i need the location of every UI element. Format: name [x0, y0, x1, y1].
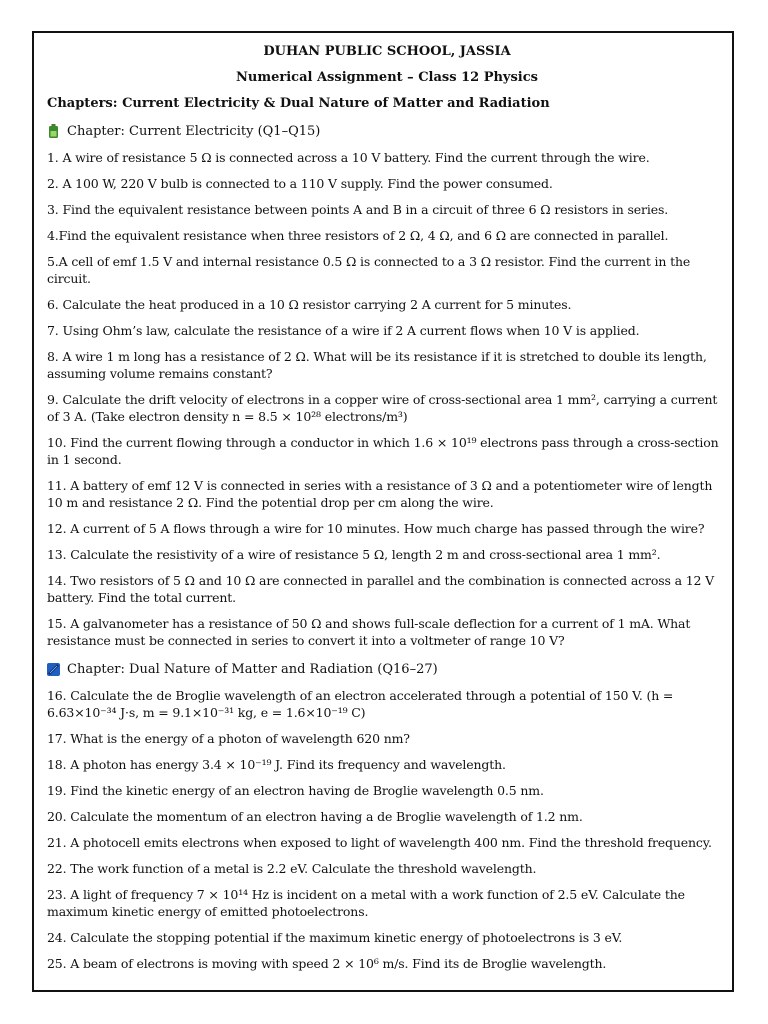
assignment-title: Numerical Assignment – Class 12 Physics — [236, 70, 538, 85]
question-list-dual-nature — [47, 687, 727, 972]
question-item: 15. A galvanometer has a resistance of 50 Ω and shows full-scale deflection for a current of 1 mA. What resistance must be connected in series to convert it into a voltmeter of range 10 V? — [47, 616, 691, 648]
question-item: 12. A current of 5 A flows through a wire for 10 minutes. How much charge has passed through the wire? — [47, 521, 705, 536]
question-item: 8. A wire 1 m long has a resistance of 2 Ω. What will be its resistance if it is stretched to double its length, assuming volume remains constant? — [47, 349, 707, 381]
question-item: 13. Calculate the resistivity of a wire of resistance 5 Ω, length 2 m and cross-sectional area 1 mm². — [47, 547, 661, 562]
question-item: 11. A battery of emf 12 V is connected in series with a resistance of 3 Ω and a potentiometer wire of length 10 m and resistance 2 Ω. Find the potential drop per cm along the wire. — [47, 478, 713, 510]
section-title: Chapter: Current Electricity (Q1–Q15) — [67, 123, 321, 139]
question-item: 16. Calculate the de Broglie wavelength of an electron accelerated through a potential of 150 V. (h = 6.63×10⁻³⁴ J·s, m = 9.1×10⁻³¹ kg, e = 1.6×10⁻¹⁹ C) — [47, 688, 674, 720]
question-item: 18. A photon has energy 3.4 × 10⁻¹⁹ J. Find its frequency and wavelength. — [47, 757, 506, 772]
document-content — [47, 40, 727, 972]
question-item: 10. Find the current flowing through a conductor in which 1.6 × 10¹⁹ electrons pass through a cross-section in 1 second. — [47, 435, 719, 467]
question-item: 9. Calculate the drift velocity of electrons in a copper wire of cross-sectional area 1 mm², carrying a current of 3 A. (Take electron density n = 8.5 × 10²⁸ electrons/m³) — [47, 392, 718, 424]
question-item: 1. A wire of resistance 5 Ω is connected across a 10 V battery. Find the current through the wire. — [47, 150, 650, 165]
section-heading-current-electricity — [47, 122, 727, 140]
flag-icon — [47, 662, 60, 676]
section-title: Chapter: Dual Nature of Matter and Radiation (Q16–27) — [67, 661, 438, 677]
question-list-current-electricity — [47, 149, 727, 649]
question-item: 23. A light of frequency 7 × 10¹⁴ Hz is incident on a metal with a work function of 2.5 eV. Calculate the maximum kinetic energy of emitted photoelectrons. — [47, 887, 685, 919]
question-item: 2. A 100 W, 220 V bulb is connected to a 110 V supply. Find the power consumed. — [47, 176, 553, 191]
question-item: 24. Calculate the stopping potential if the maximum kinetic energy of photoelectrons is 3 eV. — [47, 930, 623, 945]
section-heading-dual-nature — [47, 660, 727, 678]
chapters-heading: Chapters: Current Electricity & Dual Nature of Matter and Radiation — [47, 96, 550, 111]
question-item: 22. The work function of a metal is 2.2 eV. Calculate the threshold wavelength. — [47, 861, 537, 876]
battery-icon — [47, 124, 60, 138]
school-name: DUHAN PUBLIC SCHOOL, JASSIA — [263, 44, 511, 59]
question-item: 5.A cell of emf 1.5 V and internal resistance 0.5 Ω is connected to a 3 Ω resistor. Find the current in the circuit. — [47, 254, 691, 286]
question-item: 3. Find the equivalent resistance between points A and B in a circuit of three 6 Ω resistors in series. — [47, 202, 669, 217]
question-item: 20. Calculate the momentum of an electron having a de Broglie wavelength of 1.2 nm. — [47, 809, 583, 824]
question-item: 17. What is the energy of a photon of wavelength 620 nm? — [47, 731, 410, 746]
question-item: 25. A beam of electrons is moving with speed 2 × 10⁶ m/s. Find its de Broglie wavelength. — [47, 956, 607, 971]
question-item: 19. Find the kinetic energy of an electron having de Broglie wavelength 0.5 nm. — [47, 783, 544, 798]
question-item: 21. A photocell emits electrons when exposed to light of wavelength 400 nm. Find the threshold frequency. — [47, 835, 712, 850]
question-item: 14. Two resistors of 5 Ω and 10 Ω are connected in parallel and the combination is connected across a 12 V battery. Find the total current. — [47, 573, 714, 605]
question-item: 4.Find the equivalent resistance when three resistors of 2 Ω, 4 Ω, and 6 Ω are connected in parallel. — [47, 228, 669, 243]
question-item: 6. Calculate the heat produced in a 10 Ω resistor carrying 2 A current for 5 minutes. — [47, 297, 572, 312]
question-item: 7. Using Ohm’s law, calculate the resistance of a wire if 2 A current flows when 10 V is applied. — [47, 323, 640, 338]
